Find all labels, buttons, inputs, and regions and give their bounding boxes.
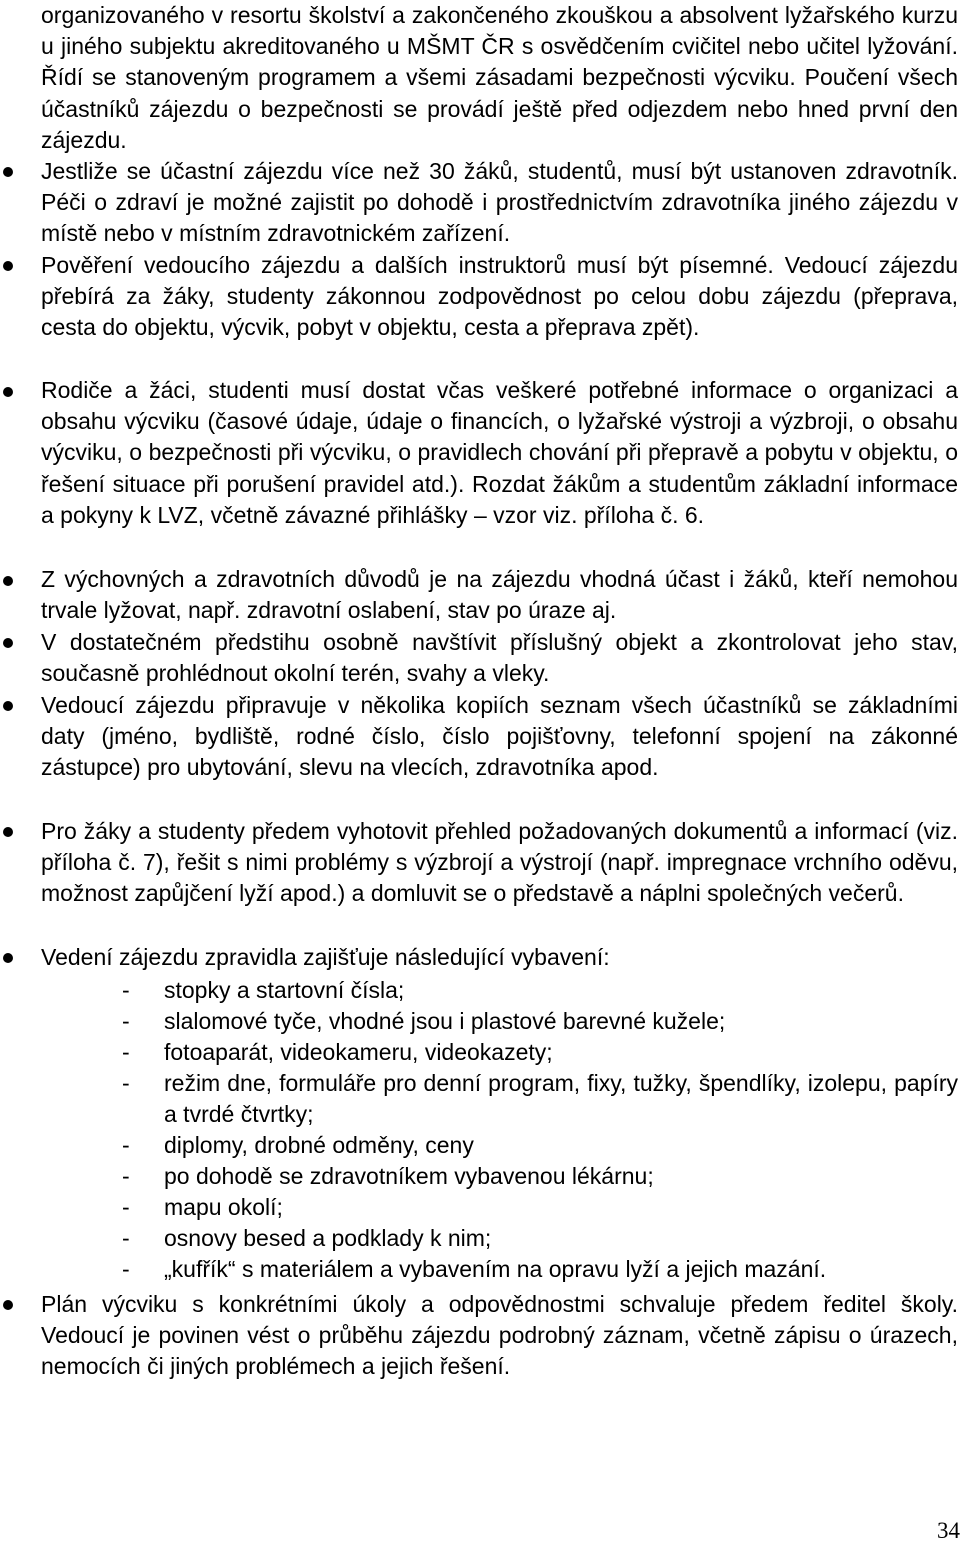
equipment-item-text: mapu okolí; bbox=[164, 1194, 283, 1220]
dash-marker: - bbox=[122, 1256, 130, 1282]
bullet-icon bbox=[3, 387, 13, 397]
bullet-icon bbox=[3, 953, 13, 963]
bullet-paragraph-8: Vedení zájezdu zpravidla zajišťuje následující vybavení: bbox=[41, 944, 610, 970]
dash-marker: - bbox=[122, 1194, 130, 1220]
equipment-item-text: stopky a startovní čísla; bbox=[164, 977, 405, 1003]
bullet-paragraph-1: Jestliže se účastní zájezdu více než 30 žáků, studentů, musí být ustanoven zdravotník. Péči o zdraví je možné zajistit po dohodě i prostřednictvím zdravotníka jiného zájezdu v místě nebo v místním zdravotnickém zařízení. bbox=[41, 158, 958, 247]
dash-marker: - bbox=[122, 1225, 130, 1251]
bullet-paragraph-6: Vedoucí zájezdu připravuje v několika kopiích seznam všech účastníků se základními daty (jméno, bydliště, rodné číslo, číslo pojišťovny, telefonní spojení na zákonné zástupce) pro ubytování, slevu na vlecích, zdravotníka apod. bbox=[41, 692, 958, 781]
bullet-paragraph-2: Pověření vedoucího zájezdu a dalších instruktorů musí být písemné. Vedoucí zájezdu přebírá za žáky, studenty zákonnou zodpovědnost po celou dobu zájezdu (přeprava, cesta do objektu, výcvik, pobyt v objektu, cesta a přeprava zpět). bbox=[41, 252, 958, 341]
bullet-paragraph-3: Rodiče a žáci, studenti musí dostat včas veškeré potřebné informace o organizaci a obsahu výcviku (časové údaje, údaje o financích, o lyžařské výstroji a výzbroji, o obsahu výcviku, o bezpečnosti při výcviku, o pravidlech chování při přepravě a pobytu v objektu, o řešení situace při porušení pravidel atd.). Rozdat žákům a studentům základní informace a pokyny k LVZ, včetně závazné přihlášky – vzor viz. příloha č. 6. bbox=[41, 377, 958, 528]
dash-marker: - bbox=[122, 977, 130, 1003]
dash-marker: - bbox=[122, 1039, 130, 1065]
dash-marker: - bbox=[122, 1163, 130, 1189]
equipment-item-text: osnovy besed a podklady k nim; bbox=[164, 1225, 492, 1251]
bullet-paragraph-7: Pro žáky a studenty předem vyhotovit přehled požadovaných dokumentů a informací (viz. příloha č. 7), řešit s nimi problémy s výzbrojí a výstrojí (např. impregnace vrchního oděvu, možnost zapůjčení lyží apod.) a domluvit se o představě a náplni společných večerů. bbox=[41, 818, 958, 907]
bullet-paragraph-9: Plán výcviku s konkrétními úkoly a odpovědnostmi schvaluje předem ředitel školy. Vedoucí je povinen vést o průběhu zájezdu podrobný záznam, včetně zápisu o úrazech, nemocích či jiných problémech a jejich řešení. bbox=[41, 1291, 958, 1380]
equipment-item-text: režim dne, formuláře pro denní program, fixy, tužky, špendlíky, izolepu, papíry a tvrdé čtvrtky; bbox=[164, 1070, 958, 1127]
bullet-icon bbox=[3, 827, 13, 837]
dash-marker: - bbox=[122, 1070, 130, 1096]
intro-paragraph: organizovaného v resortu školství a zakončeného zkouškou a absolvent lyžařského kurzu u jiného subjektu akreditovaného u MŠMT ČR s osvědčením cvičitel nebo učitel lyžování. Řídí se stanoveným programem a všemi zásadami bezpečnosti výcviku. Poučení všech účastníků zájezdu o bezpečnosti se provádí ještě před odjezdem nebo hned první den zájezdu. bbox=[41, 2, 958, 153]
equipment-item-text: „kufřík“ s materiálem a vybavením na opravu lyží a jejich mazání. bbox=[164, 1256, 827, 1282]
equipment-item-text: slalomové tyče, vhodné jsou i plastové barevné kužele; bbox=[164, 1008, 726, 1034]
bullet-icon bbox=[3, 638, 13, 648]
bullet-icon bbox=[3, 167, 13, 177]
bullet-icon bbox=[3, 261, 13, 271]
page-number: 34 bbox=[937, 1518, 960, 1543]
bullet-paragraph-4: Z výchovných a zdravotních důvodů je na zájezdu vhodná účast i žáků, kteří nemohou trvale lyžovat, např. zdravotní oslabení, stav po úraze aj. bbox=[41, 566, 958, 624]
bullet-icon bbox=[3, 576, 13, 586]
bullet-paragraph-5: V dostatečném předstihu osobně navštívit příslušný objekt a zkontrolovat jeho stav, současně prohlédnout okolní terén, svahy a vleky. bbox=[41, 629, 958, 687]
bullet-icon bbox=[3, 1300, 13, 1310]
equipment-item-text: fotoaparát, videokameru, videokazety; bbox=[164, 1039, 553, 1065]
equipment-item-text: diplomy, drobné odměny, ceny bbox=[164, 1132, 474, 1158]
dash-marker: - bbox=[122, 1132, 130, 1158]
equipment-item-text: po dohodě se zdravotníkem vybavenou lékárnu; bbox=[164, 1163, 654, 1189]
bullet-icon bbox=[3, 701, 13, 711]
dash-marker: - bbox=[122, 1008, 130, 1034]
